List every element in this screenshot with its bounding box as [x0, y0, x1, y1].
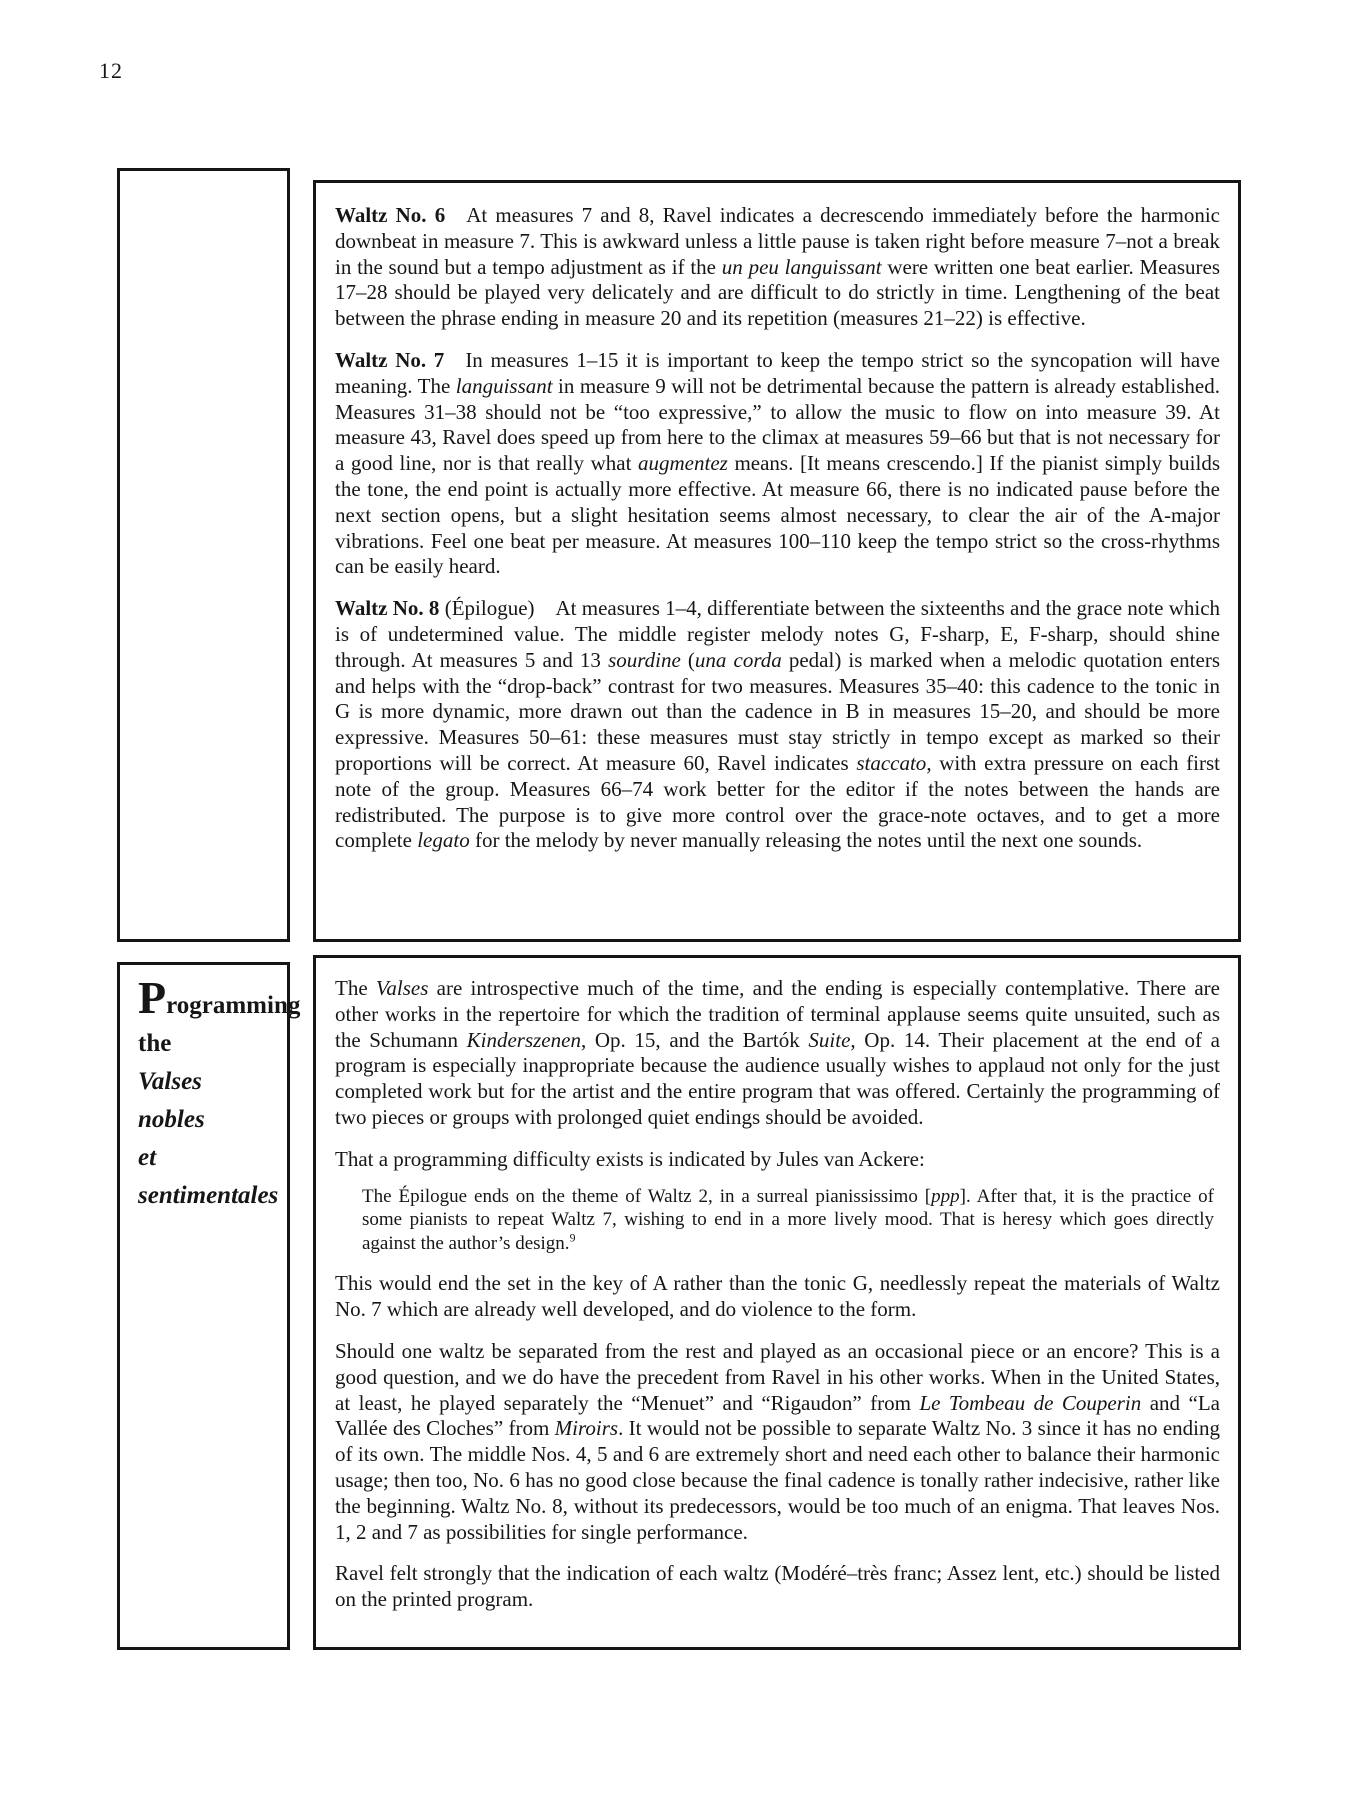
paragraph-separation: Should one waltz be separated from the rest and played as an occasional piece or an encore? This is a good question, and we do have the precedent from Ravel in his other works. When in the United States, at least, he played separately the “Menuet” and “Rigaudon” from Le Tombeau de Couperin and “La Vallée des Cloches” from Miroirs. It would not be possible to separate Waltz No. 3 since it has no ending of its own. The middle Nos. 4, 5 and 6 are extremely short and need each other to balance their harmonic usage; then too, No. 6 has no good close because the final cadence is tonally rather indecisive, rather like the beginning. Waltz No. 8, without its predecessors, would be too much of an enigma. That leaves Nos. 1, 2 and 7 as possibilities for single performance. [335, 1338, 1220, 1544]
sidebar-title-line: the [138, 1030, 172, 1057]
sidebar-title-line: sentimentales [138, 1182, 279, 1209]
paragraph-lead-in: That a programming difficulty exists is indicated by Jules van Ackere: [335, 1146, 925, 1171]
paragraph-intro: The Valses are introspective much of the time, and the ending is especially contemplative. There are other works in the repertoire for which the tradition of terminal applause seems quite unsuited, such as the Schumann Kinderszenen, Op. 15, and the Bartók Suite, Op. 14. Their placement at the end of a program is especially inappropriate because the audience usually wishes to applaud not only for the just completed work but for the artist and the entire program that was offered. Certainly the programming of two pieces or groups with prolonged quiet endings should be avoided. [335, 976, 1221, 1129]
sidebar-title-line: nobles [138, 1106, 205, 1133]
sidebar-title-line: Valses [138, 1068, 202, 1095]
block-quote: The Épilogue ends on the theme of Waltz 2, in a surreal pianississimo [ppp]. After that, it is the practice of some pianists to repeat Waltz 7, wishing to end in a more lively mood. That is heresy which goes directly against the author’s design.$^9$ [362, 1185, 1214, 1254]
paragraph-after-quote: This would end the set in the key of A rather than the tonic G, needlessly repeat the materials of Waltz No. 7 which are already well developed, and do violence to the form. [335, 1271, 1220, 1322]
margin-empty-box [117, 168, 290, 942]
sidebar-title-line: et [138, 1144, 157, 1171]
paragraph-waltz-8: Waltz No. 8 (Épilogue) At measures 1–4, differentiate between the sixteenths and the grace note which is of undetermined value. The middle register melody notes G, F-sharp, E, F-sharp, should shine through. At measures 5 and 13 sourdine (una corda pedal) is marked when a melodic quotation enters and helps with the “drop-back” contrast for two measures. Measures 35–40: this cadence to the tonic in G is more dynamic, more drawn out than the cadence in B in measures 15–20, and should be more expressive. Measures 50–61: these measures must stay strictly in tempo except as marked so their proportions will be correct. At measure 60, Ravel indicates staccato, with extra pressure on each first note of the group. Measures 66–74 work better for the editor if the notes between the hands are redistributed. The purpose is to give more control over the grace-note octaves, and to get a more complete legato for the melody by never manually releasing the notes until the next one sounds. [335, 596, 1221, 853]
programming-discussion-box [313, 955, 1241, 1650]
paragraph-closing: Ravel felt strongly that the indication of each waltz (Modéré–très franc; Assez lent, etc.) should be listed on the printed program. [335, 1561, 1220, 1612]
paragraph-waltz-7: Waltz No. 7 In measures 1–15 it is important to keep the tempo strict so the syncopation will have meaning. The languissant in measure 9 will not be detrimental because the pattern is already established. Measures 31–38 should not be “too expressive,” to allow the music to flow on into measure 39. At measure 43, Ravel does speed up from here to the climax at measures 59–66 but that is not necessary for a good line, nor is that really what augmentez means. [It means crescendo.] If the pianist simply builds the tone, the end point is actually more effective. At measure 66, there is no indicated pause before the next section opens, but a slight hesitation seems almost necessary, to clear the air of the A-major vibrations. Feel one beat per measure. At measures 100–110 keep the tempo strict so the cross-rhythms can be easily heard. [335, 347, 1221, 579]
paragraph-waltz-6: Waltz No. 6 At measures 7 and 8, Ravel indicates a decrescendo immediately before the harmonic downbeat in measure 7. This is awkward unless a little pause is taken right before measure 7–not a break in the sound but a tempo adjustment as if the un peu languissant were written one beat earlier. Measures 17–28 should be played very delicately and are difficult to do strictly in time. Lengthening of the beat between the phrase ending in measure 20 and its repetition (measures 21–22) is effective. [335, 203, 1221, 331]
sidebar-title-line: Programming [138, 972, 301, 1023]
waltz-commentary-box [313, 180, 1241, 942]
page-number: 12 [99, 58, 123, 83]
section-title-box [117, 962, 301, 1650]
